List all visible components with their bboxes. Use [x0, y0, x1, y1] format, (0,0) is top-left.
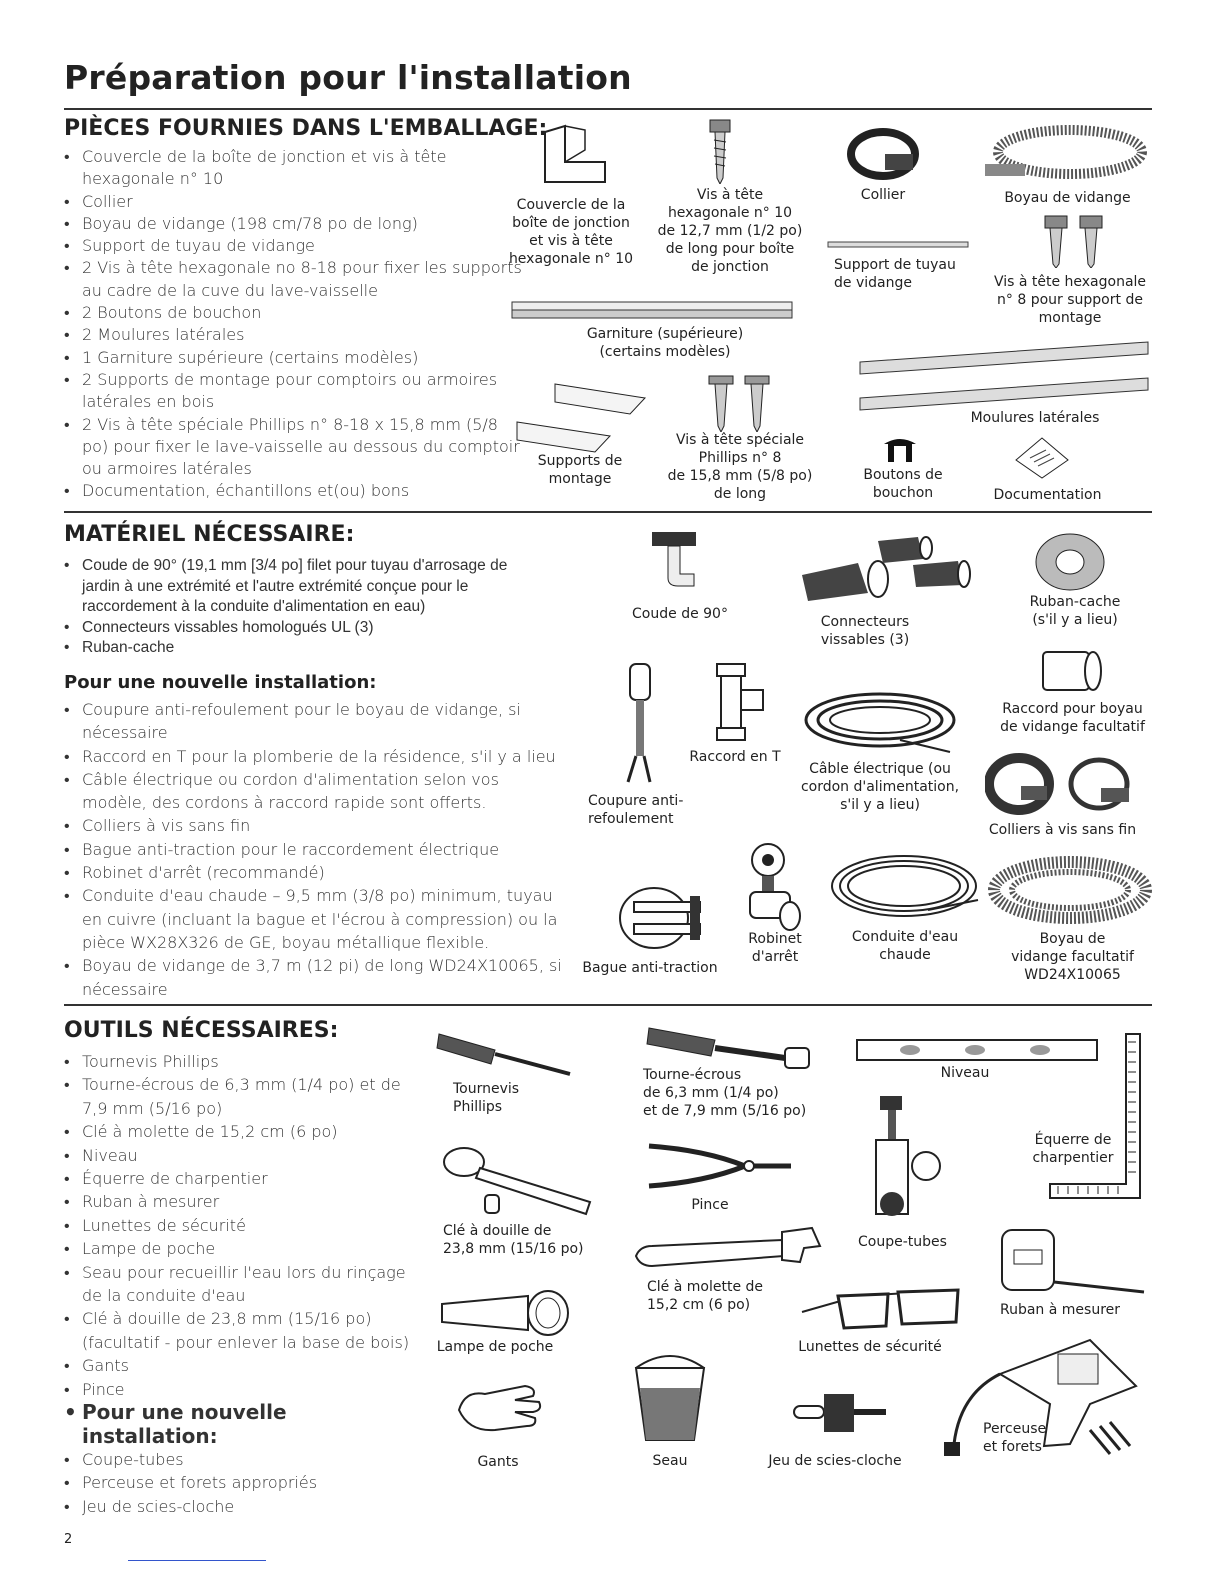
hex-screw-10-image	[705, 118, 735, 184]
list-item: • 2 Boutons de bouchon	[64, 302, 524, 324]
list-item: • Couvercle de la boîte de jonction et vis à tête hexagonale n° 10	[64, 146, 524, 191]
caption-documentation: Documentation	[993, 487, 1102, 503]
list-item: • Lampe de poche	[64, 1237, 414, 1260]
list-item: • Clé à molette de 15,2 cm (6 po)	[64, 1120, 414, 1143]
hose-adapter-image	[1035, 646, 1107, 696]
caption-strain-relief: Bague anti-traction	[582, 960, 718, 976]
list-item: • Ruban à mesurer	[64, 1190, 414, 1213]
section-tools-title: OUTILS NÉCESSAIRES:	[64, 1018, 339, 1043]
list-item: • Bague anti-traction pour le raccordement électrique	[64, 838, 564, 861]
duct-tape-image	[1030, 530, 1110, 592]
list-item: • 2 Vis à tête hexagonale no 8-18 pour fixer les supports au cadre de la cuve du lave-vaisselle	[64, 257, 524, 302]
list-item: • Tournevis Phillips	[64, 1050, 414, 1073]
tube-cutter-image	[862, 1094, 960, 1224]
caption-screwdriver: Tournevis Phillips	[453, 1081, 520, 1115]
tools-list	[64, 1050, 414, 1518]
list-item: • Équerre de charpentier	[64, 1167, 414, 1190]
caption-wrench: Clé à molette de 15,2 cm (6 po)	[647, 1279, 764, 1313]
section-rule-2	[64, 1004, 1152, 1006]
list-item: • 2 Supports de montage pour comptoirs ou armoires latérales en bois	[64, 369, 524, 414]
hot-water-line-image	[828, 852, 980, 922]
list-item: • Tourne-écrous de 6,3 mm (1/4 po) et de 7,9 mm (5/16 po)	[64, 1073, 414, 1120]
list-item: • Robinet d'arrêt (recommandé)	[64, 861, 564, 884]
materials-list	[64, 556, 544, 659]
junction-box-cover-image	[535, 122, 615, 192]
list-item: • Documentation, échantillons et(ou) bons	[64, 480, 524, 502]
list-item: • Boyau de vidange de 3,7 m (12 pi) de long WD24X10065, si nécessaire	[64, 954, 564, 1001]
mounting-brackets-image	[515, 380, 650, 456]
list-item: • Gants	[64, 1354, 414, 1377]
list-item: • Clé à douille de 23,8 mm (15/16 po) (facultatif - pour enlever la base de bois)	[64, 1307, 414, 1354]
caption-shutoff: Robinet d'arrêt	[748, 931, 802, 965]
plug-button-image	[880, 434, 920, 464]
list-item: • Collier	[64, 191, 524, 213]
socket-wrench-image	[440, 1138, 600, 1216]
list-item: • 2 Vis à tête spéciale Phillips n° 8-18 x 15,8 mm (5/8 po) pour fixer le lave-vaisselle au dessous du comptoir ou armoires latérales	[64, 414, 524, 481]
shutoff-valve-image	[742, 842, 802, 934]
caption-tee: Raccord en T	[689, 749, 781, 765]
list-item: • Coupure anti-refoulement pour le boyau de vidange, si nécessaire	[64, 698, 564, 745]
caption-pliers: Pince	[691, 1197, 729, 1213]
caption-bucket: Seau	[652, 1453, 688, 1469]
list-item: • Jeu de scies-cloche	[64, 1495, 414, 1518]
flashlight-image	[438, 1288, 573, 1338]
strain-relief-image	[612, 878, 712, 950]
safety-glasses-image	[798, 1282, 968, 1332]
air-gap-image	[622, 660, 658, 786]
list-item: • Conduite d'eau chaude – 9,5 mm (3/8 po) minimum, tuyau en cuivre (incluant la bague et l'écrou à compression) ou la pièce WX28X326 de GE, boyau métallique flexible.	[64, 884, 564, 954]
power-cable-image	[800, 688, 960, 756]
caption-clamp: Collier	[860, 187, 906, 203]
caption-drill: Perceuse et forets	[983, 1421, 1047, 1455]
socket-image	[483, 1193, 501, 1215]
caption-hex-screw-8: Vis à tête hexagonale n° 8 pour support de montage	[993, 274, 1147, 326]
list-item: • 2 Moulures latérales	[64, 324, 524, 346]
caption-square: Équerre de charpentier	[1023, 1131, 1123, 1167]
footer-line	[128, 1560, 266, 1561]
title-rule	[64, 108, 1152, 110]
caption-hex-screw-10: Vis à tête hexagonale n° 10 de 12,7 mm (1/2 po) de long pour boîte de jonction	[657, 187, 803, 275]
caption-gloves: Gants	[477, 1454, 519, 1470]
list-item: • Coude de 90° (19,1 mm [3/4 po] filet pour tuyau d'arrosage de jardin à une extrémité et l'autre extrémité conçue pour le raccordement à la conduite d'alimentation en eau)	[64, 556, 544, 618]
supplied-parts-list	[64, 146, 524, 503]
caption-elbow: Coude de 90°	[632, 606, 728, 622]
caption-trim: Garniture (supérieure) (certains modèles)	[586, 326, 744, 360]
pliers-image	[645, 1140, 795, 1192]
tools-new-install-subhead: • Pour une nouvelle installation:	[64, 1401, 414, 1448]
top-trim-image	[510, 298, 794, 322]
materials-new-install-subhead: Pour une nouvelle installation:	[64, 672, 377, 693]
caption-phillips-screws: Vis à tête spéciale Phillips n° 8 de 15,8 mm (5/8 po) de long	[667, 432, 813, 502]
list-item: • 1 Garniture supérieure (certains modèles)	[64, 347, 524, 369]
list-item: • Coupe-tubes	[64, 1448, 414, 1471]
caption-drain-hose: Boyau de vidange	[1004, 190, 1131, 206]
caption-worm-clamps: Colliers à vis sans fin	[988, 822, 1137, 838]
worm-clamps-image	[985, 752, 1140, 816]
caption-hose-support: Support de tuyau de vidange	[834, 257, 956, 291]
list-item: • Niveau	[64, 1144, 414, 1167]
tape-measure-image	[998, 1226, 1146, 1296]
bucket-image	[630, 1348, 710, 1444]
elbow-image	[650, 530, 702, 592]
caption-air-gap: Coupure anti- refoulement	[588, 793, 684, 827]
nut-driver-image	[645, 1024, 815, 1070]
caption-hot-water: Conduite d'eau chaude	[851, 929, 959, 963]
list-item: • Seau pour recueillir l'eau lors du rinçage de la conduite d'eau	[64, 1261, 414, 1308]
documentation-image	[1012, 436, 1072, 480]
caption-plug-buttons: Boutons de bouchon	[863, 467, 943, 501]
section-materials-title: MATÉRIEL NÉCESSAIRE:	[64, 522, 355, 547]
page-title: Préparation pour l'installation	[64, 58, 632, 97]
caption-optional-drain: Boyau de vidange facultatif WD24X10065	[1011, 931, 1134, 983]
hole-saw-image	[790, 1388, 890, 1438]
caption-junction-cover: Couvercle de la boîte de jonction et vis à tête hexagonale n° 10	[508, 197, 634, 267]
caption-tape: Ruban-cache (s'il y a lieu)	[1029, 594, 1121, 628]
materials-new-install-list	[64, 698, 564, 1001]
carpenter-square-image	[1048, 1032, 1142, 1200]
list-item: • Colliers à vis sans fin	[64, 814, 564, 837]
list-item: • Lunettes de sécurité	[64, 1214, 414, 1237]
tee-fitting-image	[705, 662, 767, 742]
section-supplied-parts-title: PIÈCES FOURNIES DANS L'EMBALLAGE:	[64, 116, 548, 141]
phillips-screws-image	[705, 374, 775, 432]
caption-cable: Câble électrique (ou cordon d'alimentation, s'il y a lieu)	[800, 761, 960, 813]
screwdriver-image	[435, 1028, 575, 1078]
hex-screws-8-image	[1040, 214, 1110, 268]
list-item: • Perceuse et forets appropriés	[64, 1471, 414, 1494]
caption-connectors: Connecteurs vissables (3)	[820, 614, 910, 648]
gloves-image	[455, 1380, 545, 1440]
wire-connectors-image	[798, 535, 973, 607]
caption-tape-measure: Ruban à mesurer	[999, 1302, 1121, 1318]
list-item: • Pince	[64, 1378, 414, 1401]
clamp-image	[845, 126, 921, 182]
page-number: 2	[64, 1532, 73, 1547]
adjustable-wrench-image	[632, 1226, 822, 1274]
caption-hose-adapter: Raccord pour boyau de vidange facultatif	[1000, 701, 1145, 735]
side-moldings-image	[858, 340, 1150, 412]
drain-hose-image	[985, 124, 1150, 186]
caption-mounting-brackets: Supports de montage	[537, 453, 623, 487]
caption-glasses: Lunettes de sécurité	[798, 1339, 942, 1355]
caption-hole-saw: Jeu de scies-cloche	[768, 1453, 902, 1469]
list-item: • Ruban-cache	[64, 638, 544, 659]
caption-tube-cutter: Coupe-tubes	[858, 1234, 947, 1250]
caption-flashlight: Lampe de poche	[436, 1339, 554, 1355]
optional-drain-hose-image	[988, 856, 1153, 926]
list-item: • Câble électrique ou cordon d'alimentation selon vos modèle, des cordons à raccord rapide sont offerts.	[64, 768, 564, 815]
caption-socket-wrench: Clé à douille de 23,8 mm (15/16 po)	[443, 1223, 584, 1257]
list-item: • Connecteurs vissables homologués UL (3)	[64, 618, 544, 639]
list-item: • Support de tuyau de vidange	[64, 235, 524, 257]
caption-side-moldings: Moulures latérales	[970, 410, 1100, 426]
section-rule-1	[64, 511, 1152, 513]
hose-support-image	[826, 238, 971, 252]
caption-nut-driver: Tourne-écrous de 6,3 mm (1/4 po) et de 7,9 mm (5/16 po)	[643, 1067, 807, 1119]
caption-level: Niveau	[940, 1065, 990, 1081]
list-item: • Boyau de vidange (198 cm/78 po de long)	[64, 213, 524, 235]
list-item: • Raccord en T pour la plomberie de la résidence, s'il y a lieu	[64, 745, 564, 768]
